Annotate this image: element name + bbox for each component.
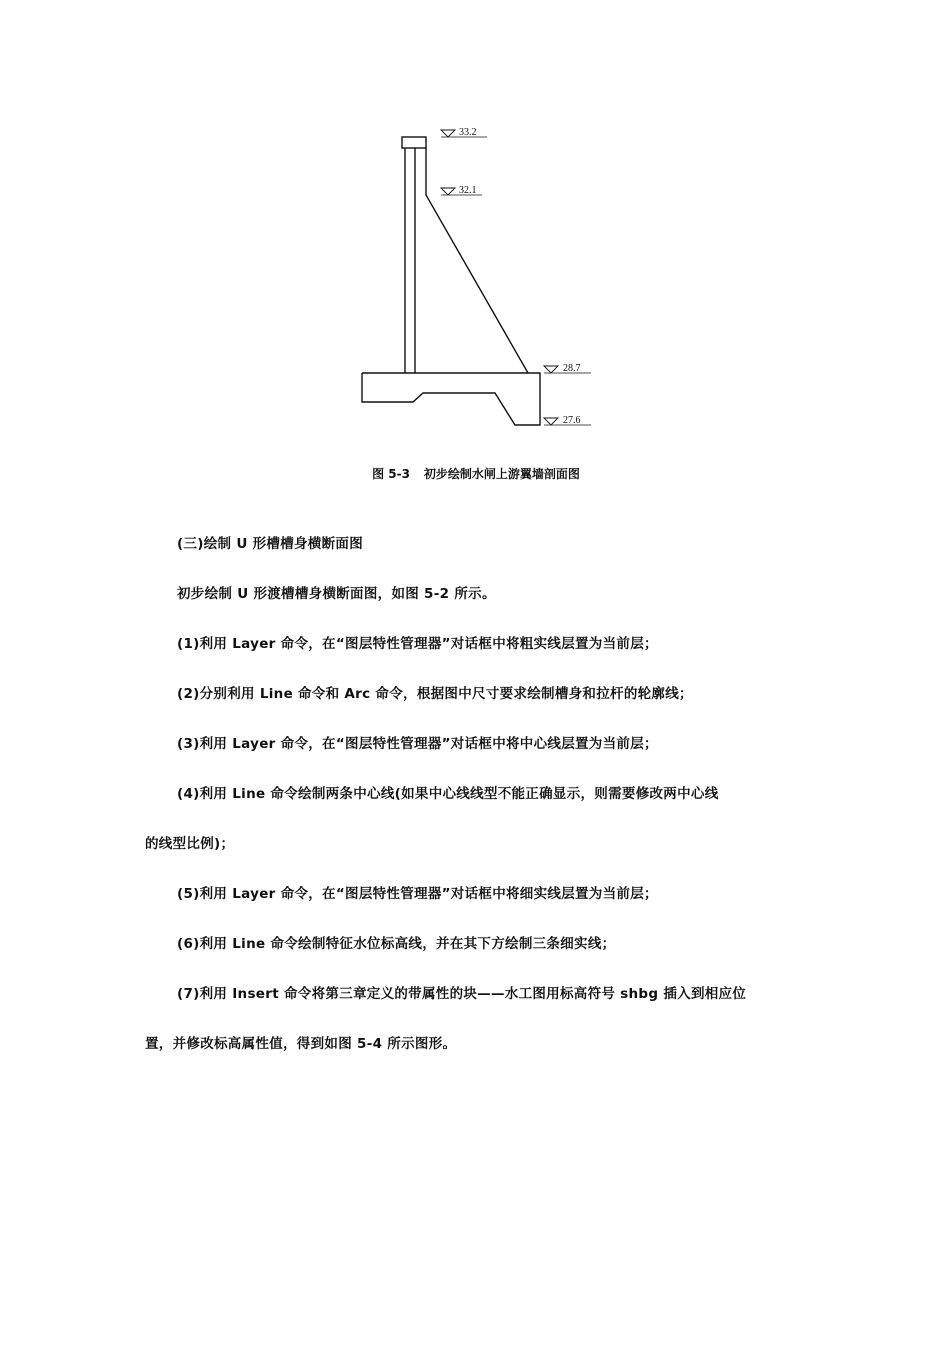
elevation-label: 28.7 (563, 363, 581, 374)
elevation-label: 27.6 (563, 415, 581, 426)
wall-outline (362, 137, 540, 425)
elevation-marker-3 (544, 363, 591, 374)
wing-wall-drawing (355, 120, 600, 435)
step-6: (6)利用 Line 命令绘制特征水位标高线，并在其下方绘制三条细实线； (177, 936, 616, 952)
wing-wall-section-figure (355, 120, 600, 435)
caption-number: 图 5-3 (372, 467, 410, 481)
step-5: (5)利用 Layer 命令，在“图层特性管理器”对话框中将细实线层置为当前层； (177, 886, 658, 902)
wall-cap (402, 137, 426, 148)
base-slab (362, 373, 540, 425)
step-1: (1)利用 Layer 命令，在“图层特性管理器”对话框中将粗实线层置为当前层； (177, 636, 658, 652)
step-7-continued: 置，并修改标高属性值，得到如图 5-4 所示图形。 (145, 1036, 457, 1052)
elevation-triangle-icon (441, 130, 455, 137)
elevation-label: 33.2 (459, 127, 477, 138)
step-3: (3)利用 Layer 命令，在“图层特性管理器”对话框中将中心线层置为当前层； (177, 736, 658, 752)
elevation-triangle-icon (544, 366, 558, 373)
step-7: (7)利用 Insert 命令将第三章定义的带属性的块——水工图用标高符号 shbg 插入到相应位 (177, 986, 747, 1002)
intro-paragraph: 初步绘制 U 形渡槽槽身横断面图，如图 5-2 所示。 (177, 586, 496, 602)
elevation-marker-2 (441, 185, 482, 196)
figure-caption (0, 465, 952, 482)
section-heading: (三)绘制 U 形槽槽身横断面图 (177, 536, 364, 552)
elevation-marker-1 (441, 127, 487, 138)
step-2: (2)分别利用 Line 命令和 Arc 命令，根据图中尺寸要求绘制槽身和拉杆的轮廓线； (177, 686, 693, 702)
elevation-label: 32.1 (459, 185, 477, 196)
step-4-continued: 的线型比例)； (145, 836, 235, 852)
buttress-slope (426, 148, 528, 373)
elevation-triangle-icon (544, 418, 558, 425)
elevation-triangle-icon (441, 188, 455, 195)
elevation-marker-4 (544, 415, 591, 426)
step-4: (4)利用 Line 命令绘制两条中心线(如果中心线线型不能正确显示，则需要修改两中心线 (177, 786, 719, 802)
caption-title: 初步绘制水闸上游翼墙剖面图 (423, 467, 580, 481)
